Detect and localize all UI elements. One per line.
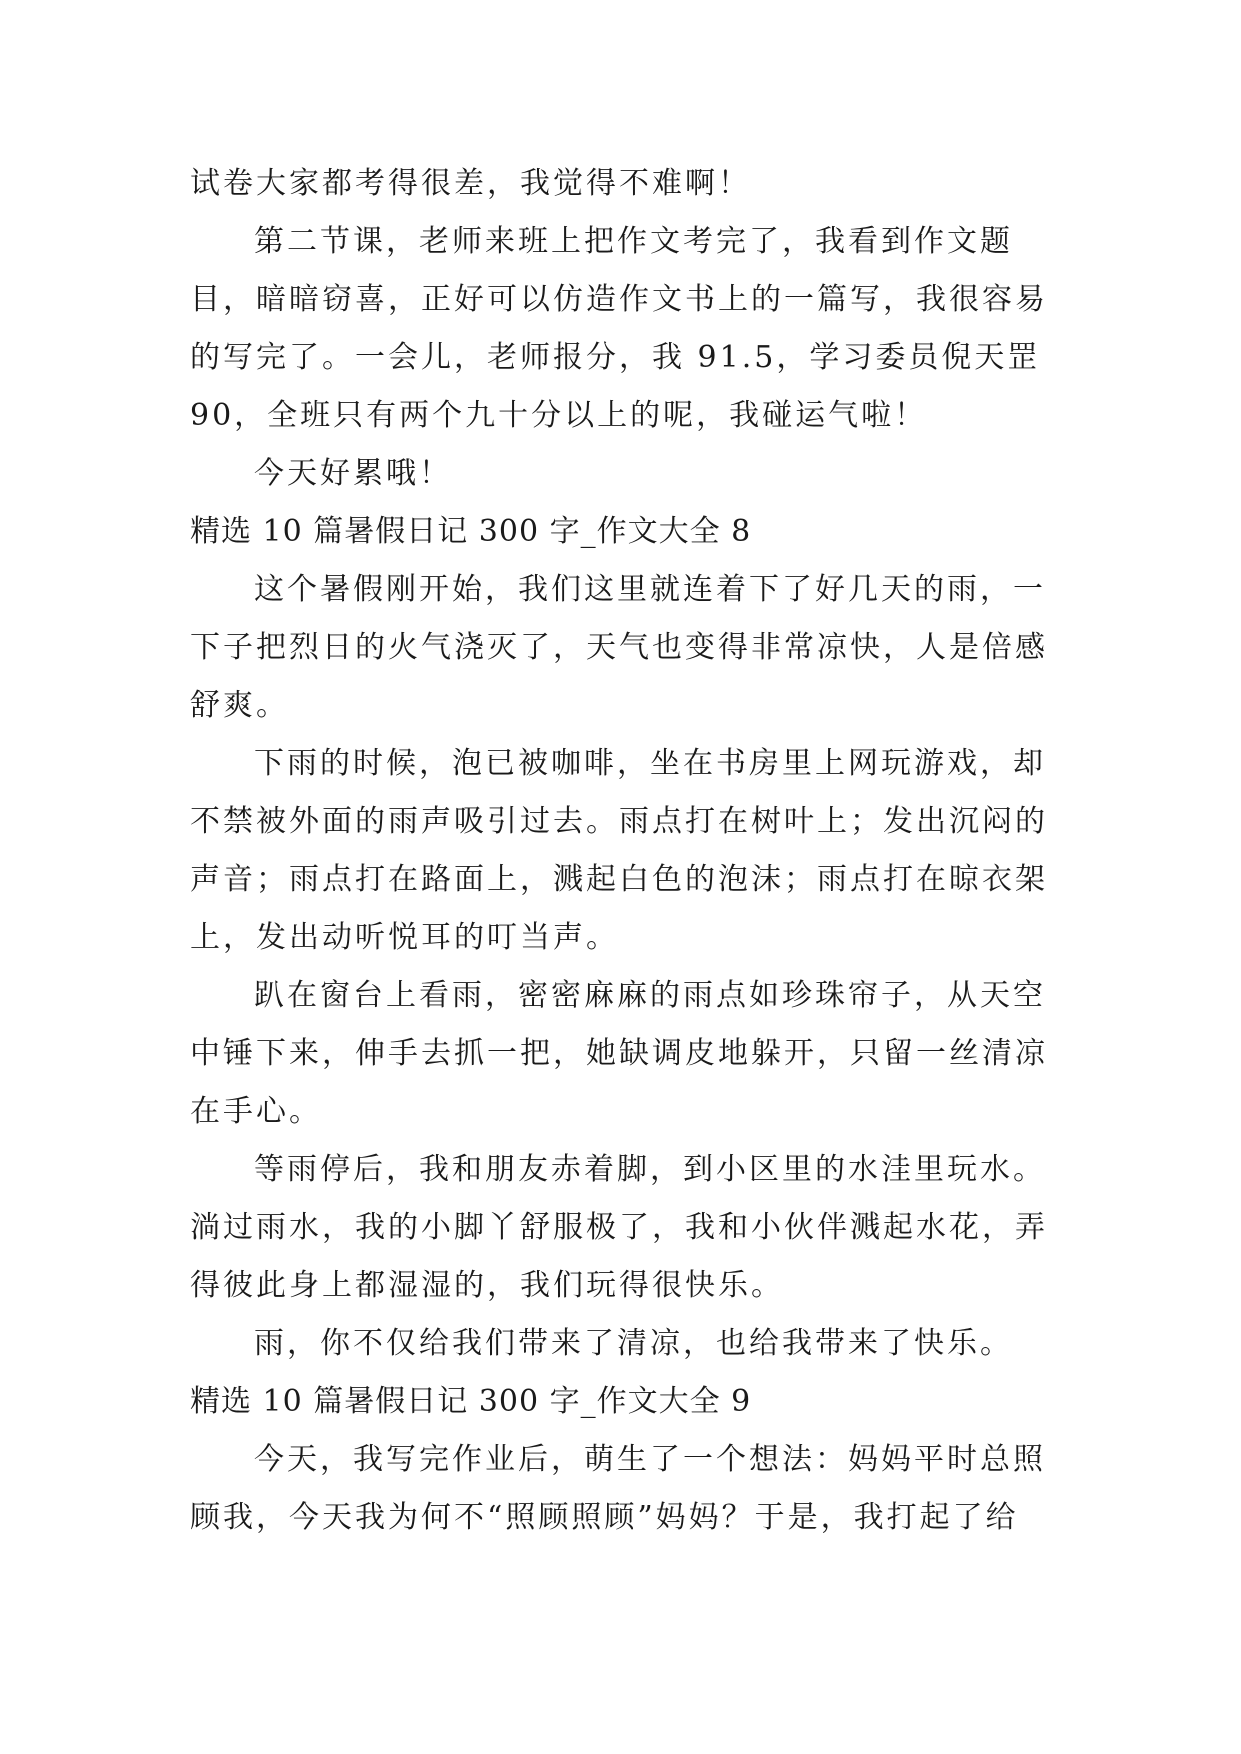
paragraph: 趴在窗台上看雨，密密麻麻的雨点如珍珠帘子，从天空中锤下来，伸手去抓一把，她缺调皮地躲开，只留一丝清凉在手心。 xyxy=(190,978,1048,1129)
paragraph: 第二节课，老师来班上把作文考完了，我看到作文题目，暗暗窃喜，正好可以仿造作文书上的一篇写，我很容易的写完了。一会儿，老师报分，我 91.5，学习委员倪天罡 90，全班只有两个九十分以上的呢，我碰运气啦！ xyxy=(190,224,1048,433)
section-heading: 精选 10 篇暑假日记 300 字_作文大全 9 xyxy=(190,1384,752,1419)
paragraph: 雨，你不仅给我们带来了清凉，也给我带来了快乐。 xyxy=(254,1326,1013,1361)
continuation-text: 试卷大家都考得很差，我觉得不难啊！ xyxy=(190,166,751,201)
paragraph: 下雨的时候，泡已被咖啡，坐在书房里上网玩游戏，却不禁被外面的雨声吸引过去。雨点打在树叶上；发出沉闷的声音；雨点打在路面上，溅起白色的泡沫；雨点打在晾衣架上，发出动听悦耳的叮当声。 xyxy=(190,746,1048,955)
document-body xyxy=(190,155,1055,1547)
paragraph: 今天，我写完作业后，萌生了一个想法：妈妈平时总照顾我，今天我为何不“照顾照顾”妈妈？于是，我打起了给 xyxy=(190,1442,1046,1535)
paragraph: 等雨停后，我和朋友赤着脚，到小区里的水洼里玩水。淌过雨水，我的小脚丫舒服极了，我和小伙伴溅起水花，弄得彼此身上都湿湿的，我们玩得很快乐。 xyxy=(190,1152,1048,1303)
paragraph: 今天好累哦！ xyxy=(254,456,452,491)
section-heading: 精选 10 篇暑假日记 300 字_作文大全 8 xyxy=(190,514,752,549)
paragraph: 这个暑假刚开始，我们这里就连着下了好几天的雨，一下子把烈日的火气浇灭了，天气也变得非常凉快，人是倍感舒爽。 xyxy=(190,572,1048,723)
